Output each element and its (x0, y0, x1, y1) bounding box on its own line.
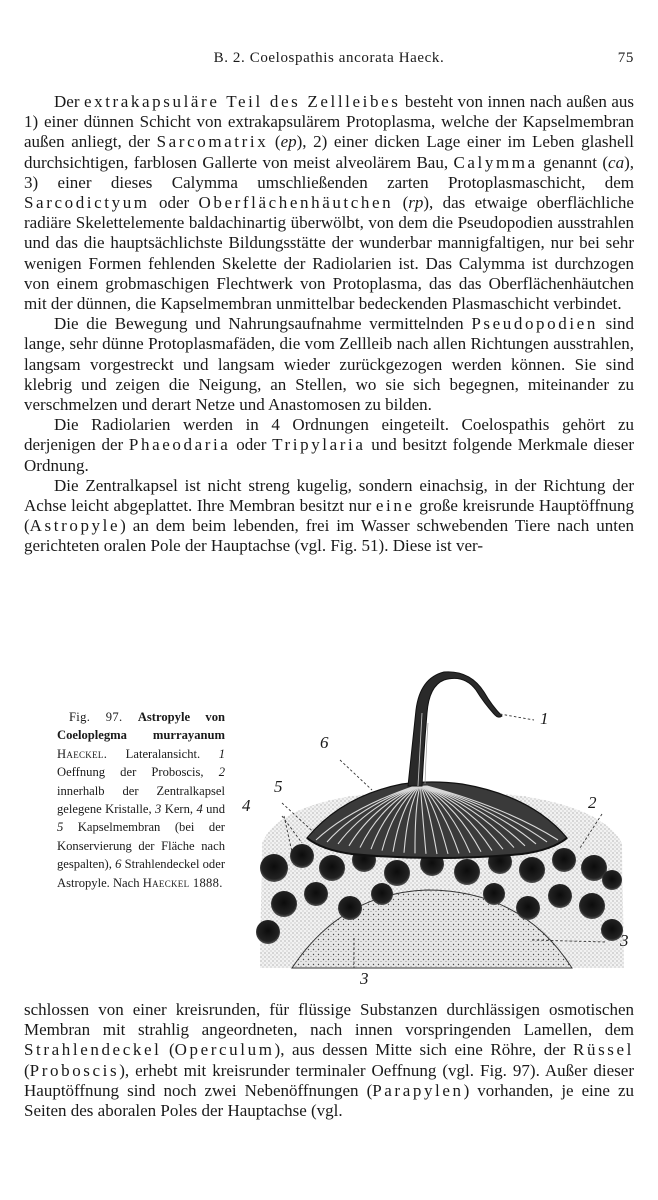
text-run: ), 2) einer dicken Lage einer im Leben glashell durchsichtigen, farblosen Gallerte von meist alveolärem Bau, (24, 132, 634, 172)
crystal (384, 860, 410, 886)
crystal (260, 854, 288, 882)
text-run: ( (268, 132, 281, 152)
text-run: ) an dem beim lebenden, frei im Wasser schwebenden Tiere nach unten gerichteten oralen Pole der Hauptachse (vgl. Fig. 51). Diese ist ver- (24, 516, 634, 556)
caption-number: 1 (218, 746, 225, 761)
text-run: oder (230, 435, 273, 455)
crystal (483, 883, 505, 905)
figure-label-1: 1 (540, 709, 549, 728)
crystal (602, 870, 622, 890)
text-run: sind lange, sehr dünne Protoplasmafäden, die vom Zellleib nach allen Richtungen ausstrahlen, langsam vorgestreckt und langsam wieder zurückgezogen werden können. Sie sind klebrig und zeigen die Neigung, an Stellen, wo sie sich begegnen, miteinander zu verschmelzen und derart Netze und Anastomosen zu bilden. (24, 314, 634, 415)
body-text-top (24, 92, 634, 557)
emphasized-term: Proboscis (29, 1060, 120, 1080)
text-run: besteht von innen nach außen aus 1) einer dünnen Schicht von extrakapsulärem Protoplasma, welche der Kapselmembran außen anliegt, der (24, 92, 634, 152)
text-run: ), das etwaige oberflächliche radiäre Skelettelemente baldachinartig überwölbt, von dem die Pseudopodien ausstrahlen und das die hauptsächlichste Bildungsstätte der wunderbar mannigfaltigen, nur bei sehr wenigen Formen fehlenden Skelette der Radiolarien ist. Das Calymma ist durchzogen von einem grobmaschigen Flechtwerk von Protoplasma, das das Oberflächenhäutchen mit der dünnen, die Kapselmembran unmittelbar bedeckenden Plasmaschicht verbindet. (24, 193, 634, 314)
caption-fig-number: Fig. 97. (69, 710, 123, 724)
emphasized-term: Rüssel (573, 1040, 634, 1060)
text-run: und besitzt folgende Merkmale dieser Ordnung. (24, 435, 634, 475)
crystal (271, 891, 297, 917)
figure-label-2: 2 (588, 793, 597, 812)
paragraph (24, 415, 634, 476)
emphasized-term: Tripylaria (272, 435, 366, 455)
emphasized-term: Phaeodaria (128, 435, 231, 455)
text-run: Die Zentralkapsel ist nicht streng kugelig, sondern einachsig, in der Richtung der Achse leicht abgeplattet. Ihre Membran besitzt nur (24, 475, 634, 516)
abbreviation: rp (408, 193, 424, 213)
caption-text: Strahlendeckel oder Astropyle. Nach (57, 857, 226, 890)
abbreviation: ep (280, 132, 297, 152)
caption-text: Kapselmembran (bei der Konservierung der Fläche nach gespalten), (57, 820, 225, 872)
crystal (290, 844, 314, 868)
caption-number: 2 (218, 765, 225, 780)
figure-label-6: 6 (320, 733, 329, 752)
page-header (24, 50, 634, 74)
figure-label-3: 3 (620, 931, 629, 950)
text-run: ( (24, 1060, 30, 1080)
text-run: genannt ( (537, 152, 609, 172)
text-run: Die Radiolarien werden in 4 Ordnungen eingeteilt. Coelospathis gehört zu derjenigen der (24, 415, 634, 455)
crystal (256, 920, 280, 944)
figure-label-5: 5 (274, 777, 283, 796)
text-run: ), 3) einer dieses Calymma umschließenden zarten Protoplasmaschicht, dem (24, 152, 634, 192)
emphasized-term: Calymma (453, 152, 538, 172)
crystal (579, 893, 605, 919)
caption-source: Haeckel 1888. (142, 875, 223, 890)
figure-label-3-lower: 3 (360, 969, 369, 988)
abbreviation: ca (608, 152, 625, 172)
operculum (307, 782, 567, 858)
caption-title: Astropyle von Coeloplegma murrayanum (57, 710, 225, 743)
astropyle-drawing (232, 668, 642, 990)
paragraph (24, 314, 634, 415)
caption-text: Lateralansicht. (125, 746, 201, 761)
crystal (319, 855, 345, 881)
text-run: oder (149, 193, 199, 213)
proboscis (408, 672, 502, 786)
emphasized-term: Sarcodictyum (24, 193, 150, 213)
emphasized-term: Astropyle (29, 516, 121, 536)
caption-number: 3 (155, 802, 162, 817)
crystal (516, 896, 540, 920)
text-run: große kreisrunde Hauptöffnung ( (24, 496, 634, 536)
figure-label-4: 4 (242, 796, 251, 815)
paragraph (24, 92, 634, 314)
crystal (338, 896, 362, 920)
paragraph (24, 1000, 634, 1121)
page-number: 75 (617, 50, 634, 66)
text-run: Der (54, 92, 84, 111)
caption-text: innerhalb der Zentralkapsel gelegene Kristalle, (57, 783, 225, 817)
crystal (371, 883, 393, 905)
crystal (552, 848, 576, 872)
caption-text: Oeffnung der Proboscis, (57, 765, 204, 780)
caption-text: Kern, (164, 802, 194, 817)
figure-caption (57, 708, 225, 892)
text-run: ), erhebt mit kreisrunder terminaler Oeffnung (vgl. Fig. 97). Außer dieser Hauptöffnung sind noch zwei Nebenöffnungen ( (24, 1060, 634, 1100)
emphasized-term: Parapylen (372, 1080, 464, 1100)
emphasized-term: Pseudopodien (471, 314, 598, 334)
text-run: ( (393, 193, 409, 213)
astropyle-illustration (232, 668, 642, 990)
running-title: B. 2. Coelospathis ancorata Haeck. (213, 50, 445, 66)
caption-author: Haeckel. (57, 746, 108, 761)
crystal (454, 859, 480, 885)
crystal (519, 857, 545, 883)
text-run: ), aus dessen Mitte sich eine Röhre, der (274, 1040, 574, 1060)
text-run: ) vorhanden, je eine zu Seiten des aboralen Poles der Hauptachse (vgl. (24, 1080, 634, 1121)
emphasized-term: Sarcomatrix (156, 132, 269, 152)
body-text-bottom (24, 1000, 634, 1121)
emphasized-term: Strahlendeckel (24, 1040, 162, 1060)
text-run: schlossen von einer kreisrunden, für flüssige Substanzen durchlässigen osmotischen Membran mit strahlig angeordneten, nach innen vorspringenden Lamellen, dem (24, 1000, 634, 1040)
emphasized-term: Oberflächenhäutchen (198, 193, 394, 213)
crystal (304, 882, 328, 906)
emphasized-term: Operculum (174, 1040, 275, 1060)
caption-text: und (206, 802, 226, 817)
caption-number: 6 (115, 857, 122, 872)
crystal (548, 884, 572, 908)
caption-number: 4 (196, 802, 203, 817)
text-run: ( (161, 1040, 175, 1060)
caption-number: 5 (57, 820, 64, 835)
paragraph (24, 476, 634, 557)
emphasized-term: eine (375, 496, 415, 516)
emphasized-term: extrakapsuläre Teil des Zellleibes (83, 92, 401, 111)
text-run: Die die Bewegung und Nahrungsaufnahme vermittelnden (54, 314, 472, 334)
